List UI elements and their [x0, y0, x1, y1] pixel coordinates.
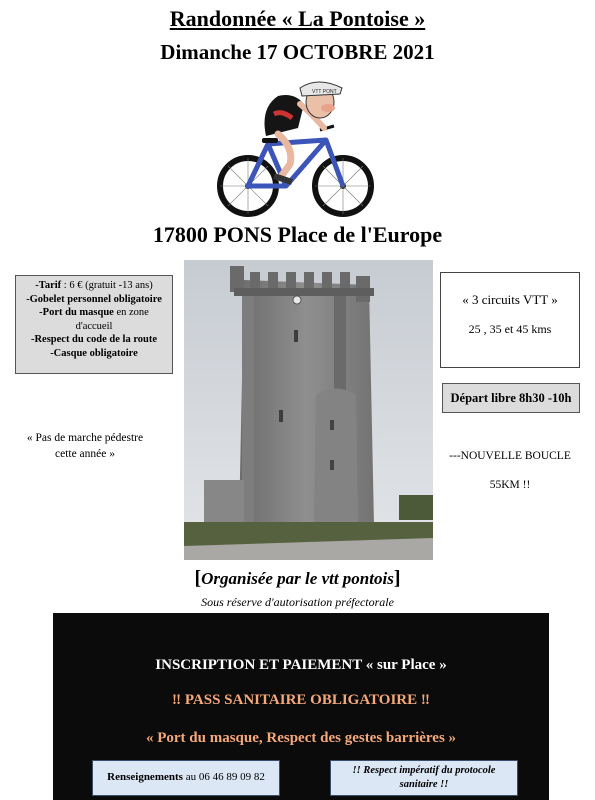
- tower-photo: [184, 260, 433, 560]
- renseignements-box: [92, 760, 280, 796]
- circuits-box: [440, 272, 580, 368]
- protocole-line-2: sanitaire !!: [399, 779, 449, 790]
- inscription-text: INSCRIPTION ET PAIEMENT « sur Place »: [155, 657, 447, 673]
- nouvelle-boucle-line-1: ---NOUVELLE BOUCLE: [449, 450, 571, 462]
- cyclist-illustration: [208, 78, 388, 226]
- pass-sanitaire-text: ‼ PASS SANITAIRE OBLIGATOIRE ‼: [172, 692, 430, 708]
- phone-number: au 06 46 89 09 82: [182, 771, 265, 783]
- bracket-open: [: [194, 567, 202, 589]
- protocole-box: [330, 760, 518, 796]
- casque-line: -Casque obligatoire: [50, 347, 138, 359]
- tarif-label: -Tarif: [35, 280, 62, 291]
- masque-text: « Port du masque, Respect des gestes barrières »: [145, 730, 457, 746]
- event-location: 17800 PONS Place de l'Europe: [152, 222, 443, 247]
- event-date: Dimanche 17 OCTOBRE 2021: [160, 40, 435, 64]
- organiser-line: [0, 567, 595, 590]
- nouvelle-boucle: [430, 442, 590, 500]
- reserve-note: Sous réserve d'autorisation préfectorale: [201, 595, 394, 609]
- event-title-text: Randonnée « La Pontoise »: [169, 6, 426, 31]
- helmet-text: VTT PONT: [312, 89, 337, 95]
- tarif-line: [20, 279, 168, 293]
- circuits-distances: 25 , 35 et 45 kms: [468, 322, 552, 336]
- gobelet-line: -Gobelet personnel obligatoire: [26, 293, 162, 305]
- circuits-title: « 3 circuits VTT »: [462, 292, 558, 307]
- renseignements-label: Renseignements: [107, 771, 183, 783]
- organiser-text: Organisée par le vtt pontois: [201, 569, 394, 588]
- masque-line: [20, 306, 168, 333]
- marche-notice: [5, 430, 165, 462]
- masque-bold: -Port du masque: [39, 307, 114, 318]
- depart-box: Départ libre 8h30 -10h: [442, 383, 580, 413]
- masque-rest: en zone d'accueil: [75, 307, 149, 332]
- event-title: [0, 6, 595, 32]
- tarif-value: : 6 € (gratuit -13 ans): [61, 280, 153, 291]
- code-route-line: -Respect du code de la route: [30, 334, 158, 345]
- marche-line-2: cette année »: [54, 448, 115, 460]
- tarif-box: [15, 275, 173, 374]
- bracket-close: ]: [393, 567, 401, 589]
- marche-line-1: « Pas de marche pédestre: [26, 432, 144, 444]
- protocole-line-1: !! Respect impératif du protocole: [352, 765, 496, 776]
- nouvelle-boucle-line-2: 55KM !!: [489, 479, 531, 491]
